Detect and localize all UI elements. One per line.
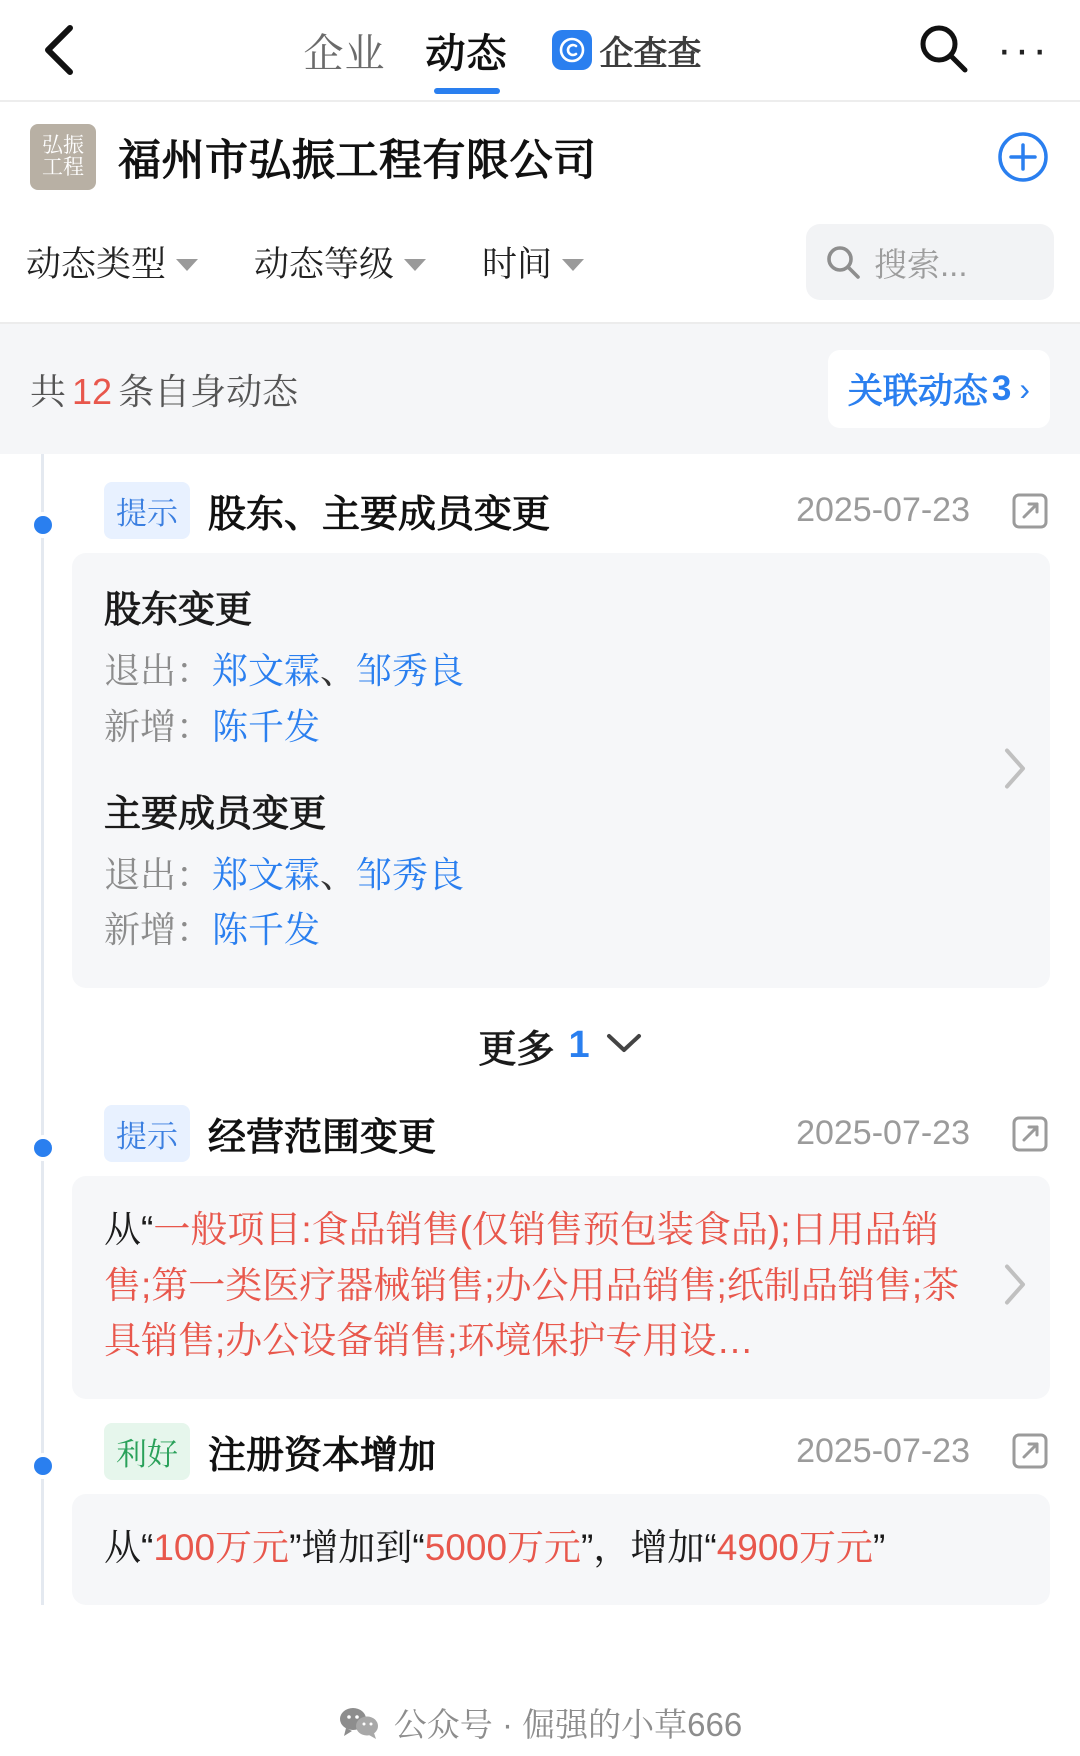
back-button[interactable] — [30, 20, 90, 80]
watermark — [0, 1699, 1080, 1746]
cap-delta-value: 4900万元 — [716, 1526, 873, 1568]
business-scope-change-text — [104, 1202, 980, 1369]
event-body[interactable] — [72, 1494, 1050, 1606]
filter-event-type[interactable] — [26, 237, 198, 287]
event-header — [72, 482, 1050, 547]
timeline-dot — [30, 1453, 56, 1479]
filter-event-type-label: 动态类型 — [26, 245, 167, 284]
person-link[interactable]: 郑文霖 — [212, 650, 321, 691]
cap-new-value: 5000万元 — [424, 1526, 582, 1568]
filter-bar — [0, 216, 1080, 322]
company-name: 福州市弘振工程有限公司 — [118, 136, 597, 185]
list-item[interactable] — [0, 1399, 1080, 1606]
member-add-row — [104, 902, 980, 958]
external-link-icon[interactable] — [1010, 491, 1050, 531]
shareholder-add-row — [104, 699, 980, 755]
event-date: 2025-07-23 — [796, 1114, 970, 1153]
filter-time-label: 时间 — [482, 245, 553, 284]
event-header — [72, 1105, 1050, 1170]
count-suffix: 条自身动态 — [118, 370, 299, 412]
section-title-members: 主要成员变更 — [104, 792, 326, 834]
status-badge: 提示 — [104, 482, 190, 539]
event-header — [72, 1423, 1050, 1488]
count-prefix: 共 — [30, 370, 67, 412]
top-navigation-bar — [0, 0, 1080, 100]
avatar-line-1: 弘振 — [42, 133, 84, 157]
chevron-left-icon — [40, 22, 80, 78]
filter-event-level-label: 动态等级 — [254, 245, 395, 284]
cap-part-2: ”增加到“ — [289, 1526, 425, 1568]
list-item[interactable] — [0, 1095, 1080, 1399]
search-icon — [824, 243, 862, 281]
section-title-shareholder: 股东变更 — [104, 589, 252, 630]
tab-dynamics-label: 动态 — [425, 31, 508, 76]
cap-old-value: 100万元 — [153, 1526, 290, 1568]
expand-more-label: 更多 — [478, 1029, 555, 1072]
status-badge: 利好 — [104, 1423, 190, 1480]
watermark-text: 公众号 · 倔强的小草666 — [393, 1706, 743, 1743]
event-title: 股东、主要成员变更 — [208, 494, 551, 536]
external-link-icon[interactable] — [1010, 1114, 1050, 1154]
cap-part-1: 从“ — [104, 1526, 154, 1568]
registered-capital-change-text — [104, 1520, 1018, 1576]
timeline-dot — [30, 1135, 56, 1161]
scope-lead: 从“ — [104, 1209, 154, 1251]
event-body[interactable] — [72, 553, 1050, 988]
event-title: 经营范围变更 — [208, 1117, 437, 1160]
shareholder-exit-row — [104, 643, 980, 699]
wechat-icon — [338, 1706, 380, 1740]
plus-circle-icon — [996, 130, 1050, 184]
filter-event-level[interactable] — [254, 237, 426, 287]
chevron-down-icon — [176, 259, 198, 271]
person-link[interactable]: 陈千发 — [212, 909, 321, 951]
shareholder-add-label: 新增： — [104, 705, 213, 747]
brand-chip — [552, 26, 702, 75]
related-events-count: 3 — [991, 369, 1012, 408]
expand-more-count: 1 — [568, 1024, 590, 1067]
list-separator: 、 — [320, 650, 357, 691]
status-badge: 提示 — [104, 1105, 190, 1162]
expand-more-button[interactable] — [42, 988, 1080, 1095]
filter-time[interactable] — [482, 237, 584, 287]
event-body[interactable] — [72, 1176, 1050, 1399]
tab-company-label: 企业 — [303, 31, 386, 76]
member-add-label: 新增： — [104, 909, 213, 951]
event-card[interactable] — [72, 1423, 1050, 1606]
tab-dynamics[interactable] — [426, 0, 508, 100]
search-input[interactable] — [806, 224, 1054, 300]
member-exit-row — [104, 847, 980, 903]
chevron-down-icon — [562, 259, 584, 271]
person-link[interactable]: 邹秀良 — [356, 853, 465, 895]
chevron-down-icon — [604, 1030, 644, 1061]
event-date: 2025-07-23 — [796, 1431, 970, 1470]
chevron-right-icon — [1002, 1262, 1028, 1313]
nav-tabs — [90, 0, 915, 100]
timeline-dot — [30, 512, 56, 538]
chevron-right-icon — [1002, 745, 1028, 796]
event-card[interactable] — [72, 1105, 1050, 1399]
add-company-button[interactable] — [996, 130, 1050, 184]
top-right-actions — [915, 20, 1050, 81]
more-dots-icon[interactable]: ··· — [997, 24, 1050, 74]
related-events-label: 关联动态 — [847, 372, 988, 411]
shareholder-exit-label: 退出： — [104, 650, 213, 691]
event-card[interactable] — [72, 482, 1050, 988]
brand-label: 企查查 — [599, 34, 702, 73]
events-timeline — [0, 454, 1080, 1605]
person-link[interactable]: 郑文霖 — [212, 853, 321, 895]
search-icon — [915, 20, 971, 76]
summary-bar — [0, 322, 1080, 454]
related-events-button[interactable] — [828, 350, 1050, 428]
company-avatar — [30, 124, 96, 190]
qcc-logo-icon — [552, 30, 592, 70]
company-header[interactable] — [0, 102, 1080, 216]
event-date: 2025-07-23 — [796, 491, 970, 529]
avatar-line-2: 工程 — [42, 156, 84, 179]
cap-part-4: ” — [873, 1526, 886, 1568]
search-placeholder: 搜索... — [874, 245, 968, 283]
spacer — [104, 755, 980, 783]
list-item[interactable] — [0, 454, 1080, 988]
person-link[interactable]: 邹秀良 — [356, 650, 465, 691]
chevron-right-icon: › — [1019, 370, 1030, 407]
scope-content: 一般项目:食品销售(仅销售预包装食品);日用品销售;第一类医疗器械销售;办公用品销售;纸制品销售;茶具销售;办公设备销售;环境保护专用设… — [104, 1209, 960, 1362]
count-number: 12 — [72, 370, 113, 412]
list-separator: 、 — [320, 853, 357, 895]
cap-part-3: ”，增加“ — [581, 1526, 717, 1568]
member-exit-label: 退出： — [104, 853, 213, 895]
person-link[interactable]: 陈千发 — [212, 705, 321, 747]
search-button[interactable] — [915, 20, 971, 81]
tab-company[interactable] — [304, 0, 386, 100]
self-event-count — [30, 364, 298, 415]
event-title: 注册资本增加 — [208, 1434, 437, 1477]
chevron-down-icon — [404, 259, 426, 271]
external-link-icon[interactable] — [1010, 1431, 1050, 1471]
